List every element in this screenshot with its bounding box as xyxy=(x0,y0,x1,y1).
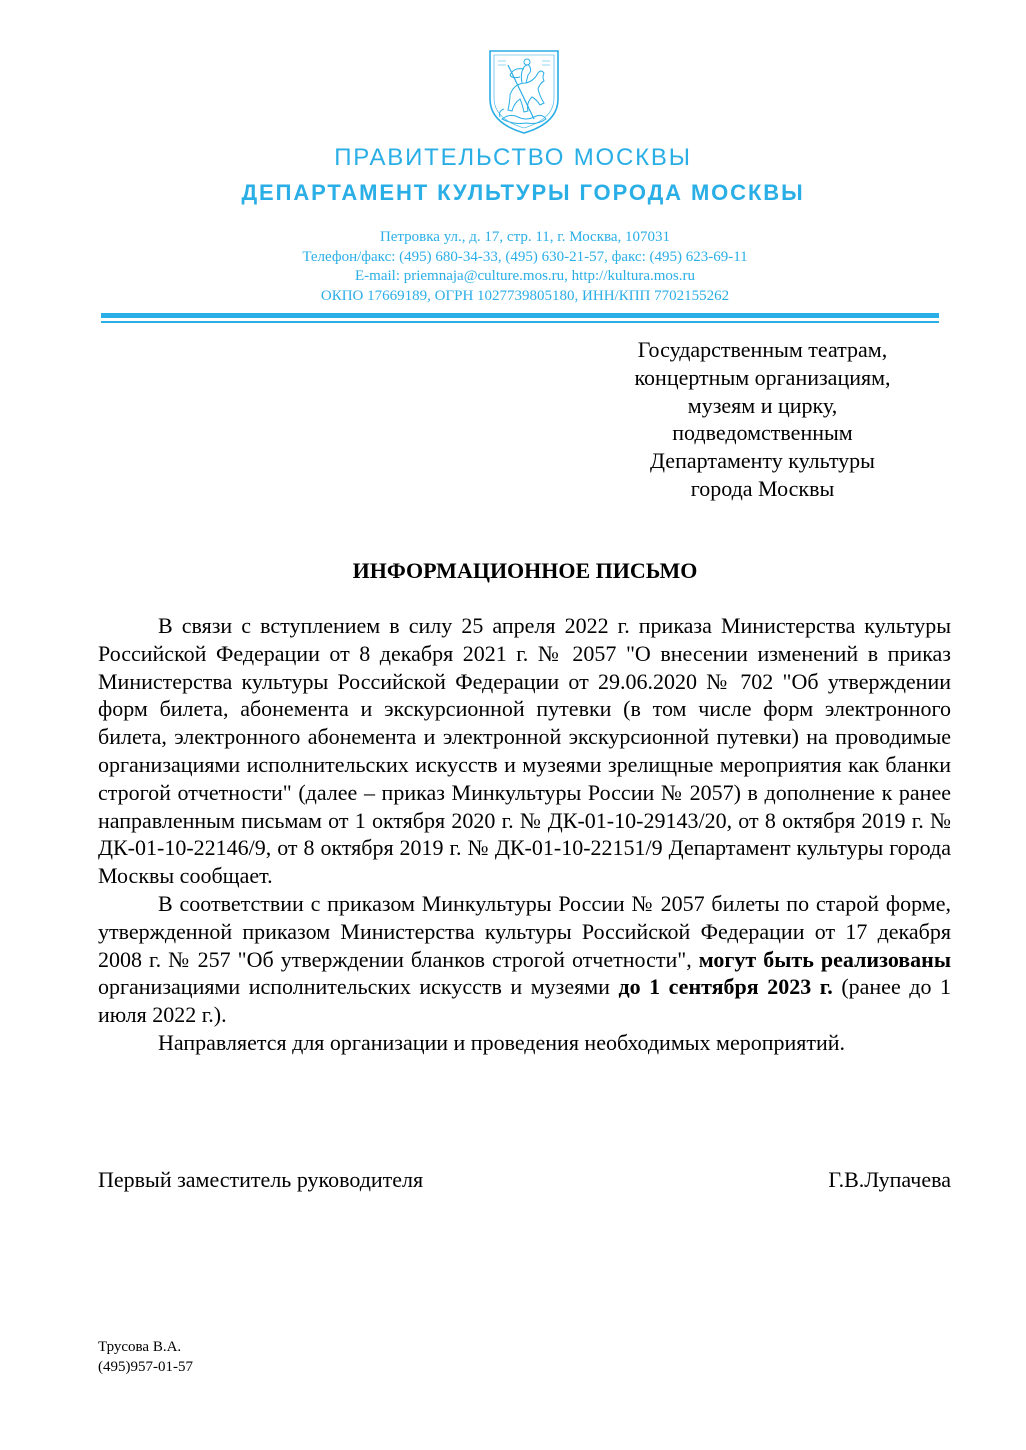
paragraph-closing: Направляется для организации и проведения необходимых мероприятий. xyxy=(158,1029,846,1055)
addressee-line: города Москвы xyxy=(690,475,835,501)
address-line: Петровка ул., д. 17, стр. 11, г. Москва, 107031 xyxy=(379,229,671,245)
letterhead-divider-thick xyxy=(101,313,939,318)
email-web-line: E-mail: priemnaja@culture.mos.ru, http://kultura.mos.ru xyxy=(355,268,695,284)
letterhead-contacts xyxy=(0,228,1026,306)
bold-deadline: до 1 сентября 2023 г. xyxy=(618,974,833,1000)
document-title: ИНФОРМАЦИОННОЕ ПИСЬМО xyxy=(352,558,698,583)
paragraph-text: (ранее до 1 июля 2022 г.). xyxy=(98,974,951,1028)
addressee-line: музеям и цирку, xyxy=(687,392,838,418)
signatory-position: Первый заместитель руководителя xyxy=(98,1167,424,1192)
addressee-line: Департаменту культуры xyxy=(650,448,875,474)
signatory-name: Г.В.Лупачева xyxy=(828,1167,951,1192)
addressee-block xyxy=(580,336,945,503)
addressee-line: подведомственным xyxy=(672,420,853,446)
paragraph-text: В соответствии с приказом Минкультуры России № 2057 билеты по старой форме, утвержденной приказом Министерства культуры Российской Федерации от 17 декабря 2008 г. № 257 "Об утверждении бланков строгой отчетности", xyxy=(98,890,951,972)
moscow-coat-of-arms-icon xyxy=(486,47,562,135)
paragraph-intro: В связи с вступлением в силу 25 апреля 2022 г. приказа Министерства культуры Российской Федерации от 8 декабря 2021 г. № 2057 "О внесении изменений в приказ Министерства культуры Российской Федерации от 29.06.2020 № 702 "Об утверждении форм билета, абонемента и экскурсионной путевки (в том числе форм электронного билета, электронного абонемента и электронной экскурсионной путевки) на проводимые организациями исполнительских искусств и музеями зрелищные мероприятия как бланки строгой отчетности" (далее – приказ Минкультуры России № 2057) в дополнение к ранее направленным письмам от 1 октября 2020 г. № ДК-01-10-29143/20, от 8 октября 2019 г. № ДК-01-10-22146/9, от 8 октября 2019 г. № ДК-01-10-22151/9 Департамент культуры города Москвы сообщает. xyxy=(98,613,951,889)
paragraph-main xyxy=(98,890,951,1029)
executor-name: Трусова В.А. xyxy=(98,1339,182,1355)
letter-body xyxy=(98,612,951,1057)
registry-line: ОКПО 17669189, ОГРН 1027739805180, ИНН/КПП 7702155262 xyxy=(320,287,730,304)
addressee-line: концертным организациям, xyxy=(634,364,891,390)
government-title: ПРАВИТЕЛЬСТВО МОСКВЫ xyxy=(334,144,692,171)
signature-row xyxy=(98,1166,951,1194)
phones-line: Телефон/факс: (495) 680-34-33, (495) 630-21-57, факс: (495) 623-69-11 xyxy=(302,248,748,265)
letterhead-divider-thin xyxy=(101,321,939,323)
bold-text: могут быть реализованы xyxy=(698,946,952,972)
executor-block xyxy=(98,1337,193,1377)
department-title: ДЕПАРТАМЕНТ КУЛЬТУРЫ ГОРОДА МОСКВЫ xyxy=(241,180,805,205)
paragraph-text: организациями исполнительских искусств и музеями xyxy=(98,974,619,1000)
addressee-line: Государственным театрам, xyxy=(637,337,888,362)
executor-phone: (495)957-01-57 xyxy=(98,1359,193,1375)
